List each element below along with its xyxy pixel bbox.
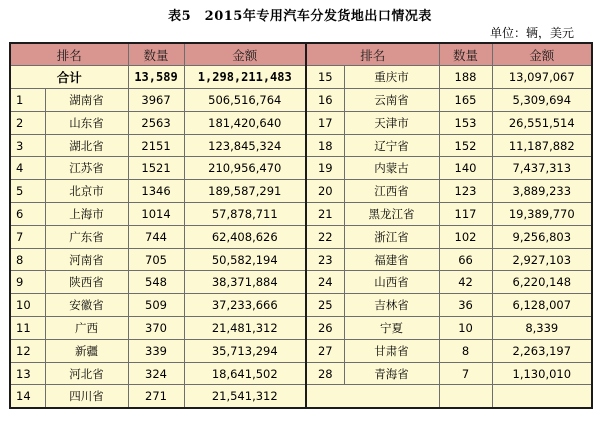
- rank-cell: 3: [10, 134, 45, 157]
- rank-cell: 8: [10, 248, 45, 271]
- qty-cell-right: 8: [439, 339, 492, 362]
- rank-cell: 11: [10, 317, 45, 340]
- col-amount-right: 金额: [492, 43, 592, 66]
- amount-cell-right: 6,220,148: [492, 271, 592, 294]
- qty-cell: 705: [128, 248, 184, 271]
- province-cell: 河南省: [45, 248, 128, 271]
- col-qty: 数量: [128, 43, 184, 66]
- qty-cell: 1521: [128, 157, 184, 180]
- table-row: [10, 317, 592, 340]
- province-cell: 湖北省: [45, 134, 128, 157]
- amount-cell: 210,956,470: [184, 157, 306, 180]
- rank-cell: 14: [10, 385, 45, 408]
- amount-cell-right: 11,187,882: [492, 134, 592, 157]
- total-label: 合计: [10, 66, 128, 89]
- amount-cell: 57,878,711: [184, 203, 306, 226]
- province-cell: 湖南省: [45, 89, 128, 112]
- amount-cell: 21,481,312: [184, 317, 306, 340]
- empty-cell: [439, 385, 492, 408]
- amount-cell-right: 8,339: [492, 317, 592, 340]
- province-cell: 新疆: [45, 339, 128, 362]
- province-cell-right: 青海省: [344, 362, 439, 385]
- rank-cell: 6: [10, 203, 45, 226]
- qty-cell: 744: [128, 225, 184, 248]
- province-cell-right: 天津市: [344, 111, 439, 134]
- rank-cell-right: 26: [306, 317, 344, 340]
- table-row: [10, 385, 592, 408]
- qty-cell-right: 102: [439, 225, 492, 248]
- province-cell-right: 重庆市: [344, 66, 439, 89]
- qty-cell: 2151: [128, 134, 184, 157]
- amount-cell: 181,420,640: [184, 111, 306, 134]
- qty-cell: 548: [128, 271, 184, 294]
- export-table: [9, 42, 593, 409]
- rank-cell: 10: [10, 294, 45, 317]
- table-row: [10, 271, 592, 294]
- table-row: [10, 111, 592, 134]
- table-row: [10, 248, 592, 271]
- total-amount: 1,298,211,483: [184, 66, 306, 89]
- empty-cell: [492, 385, 592, 408]
- table-row: [10, 362, 592, 385]
- amount-cell-right: 3,889,233: [492, 180, 592, 203]
- province-cell-right: 江西省: [344, 180, 439, 203]
- table-row: [10, 339, 592, 362]
- rank-cell: 7: [10, 225, 45, 248]
- amount-cell: 21,541,312: [184, 385, 306, 408]
- amount-cell: 123,845,324: [184, 134, 306, 157]
- qty-cell-right: 36: [439, 294, 492, 317]
- table-row: [10, 134, 592, 157]
- amount-cell-right: 7,437,313: [492, 157, 592, 180]
- amount-cell: 18,641,502: [184, 362, 306, 385]
- amount-cell: 62,408,626: [184, 225, 306, 248]
- table-row: [10, 180, 592, 203]
- qty-cell-right: 165: [439, 89, 492, 112]
- rank-cell-right: 17: [306, 111, 344, 134]
- rank-cell-right: 23: [306, 248, 344, 271]
- province-cell-right: 内蒙古: [344, 157, 439, 180]
- qty-cell: 339: [128, 339, 184, 362]
- qty-cell-right: 123: [439, 180, 492, 203]
- rank-cell-right: 22: [306, 225, 344, 248]
- rank-cell-right: 15: [306, 66, 344, 89]
- amount-cell: 35,713,294: [184, 339, 306, 362]
- province-cell-right: 黑龙江省: [344, 203, 439, 226]
- amount-cell: 506,516,764: [184, 89, 306, 112]
- rank-cell-right: 25: [306, 294, 344, 317]
- rank-cell: 13: [10, 362, 45, 385]
- rank-cell-right: 18: [306, 134, 344, 157]
- qty-cell-right: 152: [439, 134, 492, 157]
- province-cell: 江苏省: [45, 157, 128, 180]
- amount-cell: 189,587,291: [184, 180, 306, 203]
- qty-cell-right: 117: [439, 203, 492, 226]
- amount-cell-right: 2,927,103: [492, 248, 592, 271]
- rank-cell-right: 16: [306, 89, 344, 112]
- amount-cell: 38,371,884: [184, 271, 306, 294]
- col-qty-right: 数量: [439, 43, 492, 66]
- province-cell-right: 福建省: [344, 248, 439, 271]
- table-row: [10, 203, 592, 226]
- province-cell-right: 宁夏: [344, 317, 439, 340]
- qty-cell: 509: [128, 294, 184, 317]
- province-cell-right: 辽宁省: [344, 134, 439, 157]
- qty-cell-right: 42: [439, 271, 492, 294]
- amount-cell-right: 1,130,010: [492, 362, 592, 385]
- qty-cell: 2563: [128, 111, 184, 134]
- amount-cell: 37,233,666: [184, 294, 306, 317]
- table-row: [10, 294, 592, 317]
- empty-cell: [306, 385, 439, 408]
- rank-cell-right: 21: [306, 203, 344, 226]
- col-rank: 排名: [10, 43, 128, 66]
- amount-cell: 50,582,194: [184, 248, 306, 271]
- rank-cell: 12: [10, 339, 45, 362]
- rank-cell-right: 20: [306, 180, 344, 203]
- qty-cell-right: 153: [439, 111, 492, 134]
- amount-cell-right: 2,263,197: [492, 339, 592, 362]
- table-row: [10, 66, 592, 89]
- province-cell-right: 浙江省: [344, 225, 439, 248]
- rank-cell: 1: [10, 89, 45, 112]
- total-qty: 13,589: [128, 66, 184, 89]
- qty-cell: 3967: [128, 89, 184, 112]
- table-row: [10, 89, 592, 112]
- qty-cell-right: 66: [439, 248, 492, 271]
- province-cell: 广西: [45, 317, 128, 340]
- qty-cell-right: 7: [439, 362, 492, 385]
- province-cell: 河北省: [45, 362, 128, 385]
- table-row: [10, 225, 592, 248]
- col-amount: 金额: [184, 43, 306, 66]
- qty-cell-right: 188: [439, 66, 492, 89]
- amount-cell-right: 13,097,067: [492, 66, 592, 89]
- table-row: [10, 157, 592, 180]
- rank-cell: 5: [10, 180, 45, 203]
- rank-cell-right: 28: [306, 362, 344, 385]
- amount-cell-right: 6,128,007: [492, 294, 592, 317]
- col-rank-right: 排名: [306, 43, 439, 66]
- qty-cell: 324: [128, 362, 184, 385]
- province-cell: 四川省: [45, 385, 128, 408]
- province-cell-right: 甘肃省: [344, 339, 439, 362]
- qty-cell: 1346: [128, 180, 184, 203]
- amount-cell-right: 9,256,803: [492, 225, 592, 248]
- unit-note: 单位：辆，美元: [489, 26, 574, 40]
- qty-cell: 370: [128, 317, 184, 340]
- province-cell: 安徽省: [45, 294, 128, 317]
- qty-cell-right: 10: [439, 317, 492, 340]
- table-title: 表5 2015年专用汽车分发货地出口情况表: [168, 9, 432, 24]
- province-cell: 陕西省: [45, 271, 128, 294]
- rank-cell-right: 27: [306, 339, 344, 362]
- province-cell-right: 吉林省: [344, 294, 439, 317]
- rank-cell: 4: [10, 157, 45, 180]
- rank-cell-right: 19: [306, 157, 344, 180]
- rank-cell: 9: [10, 271, 45, 294]
- amount-cell-right: 19,389,770: [492, 203, 592, 226]
- qty-cell: 271: [128, 385, 184, 408]
- rank-cell-right: 24: [306, 271, 344, 294]
- province-cell-right: 山西省: [344, 271, 439, 294]
- amount-cell-right: 5,309,694: [492, 89, 592, 112]
- qty-cell-right: 140: [439, 157, 492, 180]
- qty-cell: 1014: [128, 203, 184, 226]
- header-row: [10, 43, 592, 66]
- province-cell: 广东省: [45, 225, 128, 248]
- province-cell: 上海市: [45, 203, 128, 226]
- amount-cell-right: 26,551,514: [492, 111, 592, 134]
- province-cell: 北京市: [45, 180, 128, 203]
- province-cell-right: 云南省: [344, 89, 439, 112]
- rank-cell: 2: [10, 111, 45, 134]
- province-cell: 山东省: [45, 111, 128, 134]
